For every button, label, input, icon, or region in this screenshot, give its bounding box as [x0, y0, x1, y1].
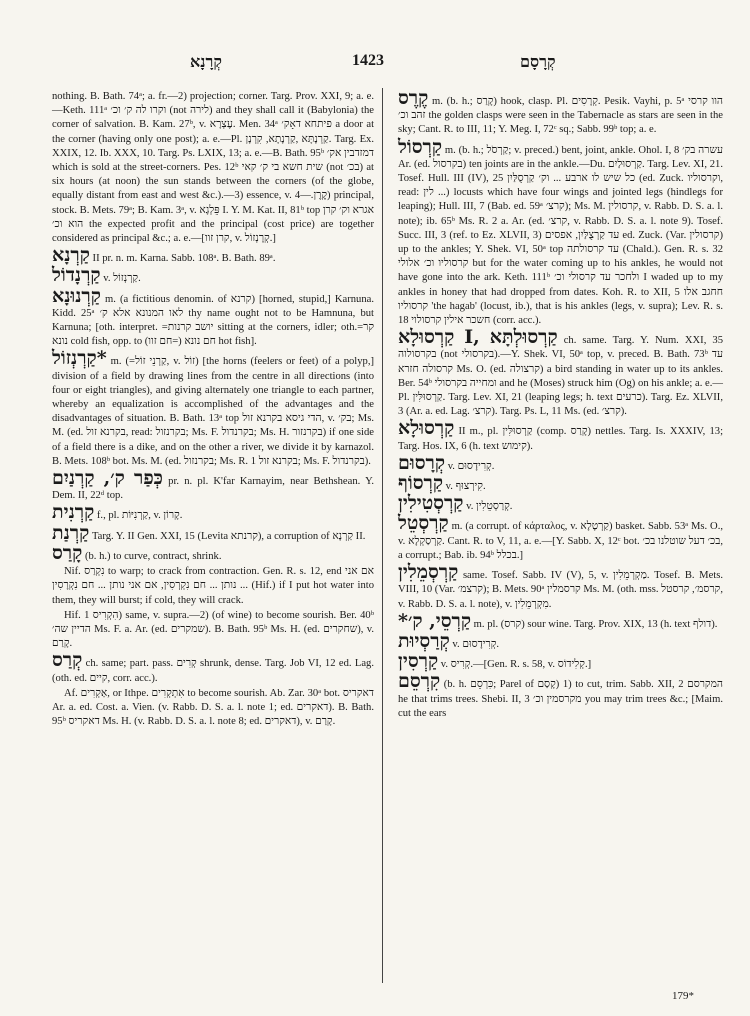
entry-text: v. קְרַסְטֵלִין. — [466, 501, 513, 513]
entry-headword: כְּפַר ק׳, קַרְנַיִם — [52, 467, 163, 490]
entry-headword: *קַרְסֵי, ק׳ — [398, 609, 472, 632]
dictionary-entry — [398, 326, 724, 419]
dictionary-entry — [398, 87, 723, 138]
entry-headword: קַרְסוֹף — [398, 472, 444, 495]
entry-text: ch. same; part. pass. קְרִים shrunk, dense. Targ. Job VI, 12 ed. Lag. (oth. ed. קיים, corr. acc.). — [52, 658, 374, 684]
entry-headword: קַרְנִית — [52, 501, 95, 524]
dictionary-entry — [398, 670, 723, 721]
dictionary-entry — [398, 417, 724, 453]
dictionary-entry — [52, 90, 374, 246]
entry-text: v. קְרִידָסוּם. — [447, 460, 495, 472]
entry-text: (b. h.) to curve, contract, shrink. — [84, 550, 222, 562]
entry-headword: קַרְנַת — [52, 521, 90, 544]
entry-headword: קִרְסֵם — [398, 670, 441, 693]
dictionary-entry — [398, 561, 723, 612]
entry-headword: קֶרֶס — [398, 87, 429, 109]
entry-headword: קְרָסוּם — [398, 451, 446, 474]
entry-text: II pr. n. m. Karna. Sabb. 108ᵃ. B. Bath. 89ᵃ. — [92, 253, 276, 265]
column-divider — [382, 88, 383, 983]
entry-text: ch. same. Targ. Y. Num. XXI, 35 בקרסולוה (not בקרסולי).—Y. Shek. VI, 50ᵃ top, v. preced. B. Bath. 73ᵇ עד קרסולה חזרא Ms. O. (ed. קרצולה) a bird standing in water up to its ankles. Ber. 54ᵇ ומחייה בקרסולי and he (Moses) struck him (Og) on his ankle; a. e.—Pl. קַרְסוּלִּין. Targ. Lev. XI, 21 (leaping legs; h. text כרעים). Targ. Ez. XLVII, 3 (Ar. a. ed. Lag. קרצ׳). Targ. Ps. L, 11 Ms. (ed. קרצ׳). — [398, 335, 724, 418]
running-head-left: קְרָנָא — [190, 52, 222, 71]
entry-text: m. (b. h.; קַרְסֹל; v. preced.) bent, joint, ankle. Ohol. I, 8 עשרה בק׳ Ar. (ed. בקרסול) ten joints are in the ankle.—Du. קַרְסוּלַיִם. Targ. Lev. XI, 21. Tosef. Hull. III (IV), 25 כל שיש לו ארבע ... וק׳ קַרְסֻלַּיִן (ed. Zuck. וקרסוליו, read: לין ...) locusts which have four wings and jointed legs (hindlegs for leaping); Hull. III, 7 (Bab. ed. 59ᵃ קרצ׳); Ms. M. קרסולין, v. Rabb. D. S. a. l. note); ib. 65ᵇ Ms. R. 2 a. Ar. (ed. קרצ׳, v. Rabb. D. S. a. l. note 9). Tosef. Succ. III, 3 (ref. to Ez. XLVII, 3) עד קַרְצֻלַּיִן, אפסים ed. Zuck. (Var. קרסולין) up to the ankles; Y. Shek. VI, 50ᵃ top עד קרסולתה (Chald.). Gen. R. s. 32 קרסוליו וכ׳ אלולי but for the water coming up to his ankles, he would not have gone into the ark. Keth. 111ᵇ ולחכר עד קרסולי וכ׳ I waded up to my ankles in honey that had dropped from dates. Koh. R. to XII, 5 חחגב אלו קרסוליו 'the hagab' (locust, ib.), that is his ankles (legs, v. supra); Lev. R. s. 18 חשכר אילין קרסולוי (corr. acc.). — [398, 144, 724, 327]
dictionary-entry — [52, 609, 374, 652]
entry-text: m. (=קַרְנֵי זוֹל, v. זוֹל) [the horns (feelers or feet) of a polyp,] division of a field by drawing lines from the centre in all directions (into four or eight triangles), and giving alternately one triangle to each partner, whereby an equalization is accomplished of the advantages and the disadvantages of situation. B. Bath. 13ᵃ top הדי גיסא בקרנא זול, v. בק׳; Ms. M. (ed. בקרנא זול, read: בקרנזול; Ms. F. בקרנדול; Ms. H. בקרנזור) if one side of a field there is a dike, and on the other a river, we divide it by karnazol. B. Mets. 108ᵇ bot. Ms. M. (ed. בקרנזול; Ms. R. 1 בקרנא זול; Ms. F. בקרנדול). — [52, 356, 375, 467]
dictionary-entry — [398, 451, 723, 474]
entry-text: m. (a fictitious denomin. of קרנא) [horned, stupid,] Karnuna. Kidd. 25ᵃ לאו המנונא אלא ק׳ thy name ought not to be Hamnuna, but Karnuna; [oth. interpret. =יושב קרנות sitting at the corners, idler; oth.=קר נונא cold fish, opp. to חם נונא (=חם זוו) hot fish]. — [52, 293, 374, 348]
entry-text: (b. h. כִּרְסֵם; Parel of קָסַם) 1) to cut, trim. Sabb. XII, 2 המקרסם he that trims trees. Shebi. II, 3 מקרסמין וכ׳ you may trim trees &c.; [Maim. cut the ears — [398, 679, 723, 719]
dictionary-entry — [398, 135, 724, 329]
entry-headword: קַרְסְטֵל — [398, 512, 449, 535]
dictionary-entry — [52, 649, 374, 685]
signature-mark: 179* — [672, 990, 694, 1002]
dictionary-entry — [52, 347, 375, 469]
entry-text: Nif. נִקְרַס to warp; to crack from contraction. Gen. R. s. 12, end אם אני נותן ... חם נִקְרְסִין, אם אני נותן ... חם נִקְרָסִין ... (Hif.) if I put hot water into them, they will burst; if cold, they will crack. — [52, 566, 374, 606]
entry-headword: קַרְסִין — [398, 650, 439, 673]
page-header — [0, 52, 750, 74]
entry-headword: קְרַסְיוּת — [398, 629, 450, 652]
entry-headword: קַרְסוּלָא I, קַרְסוּלְתָּא — [398, 326, 558, 349]
dictionary-entry — [52, 687, 374, 730]
dictionary-entry — [398, 629, 723, 652]
entry-text: Af. אַקְרִים, or Ithpe. אִתְקְרִים to become sourish. Ab. Zar. 30ᵃ bot. דאקריס Ar. a. ed. Cost. a. Vien. (v. Rabb. D. S. a. l. note 1; ed. דאקרים). B. Bath. 95ᵇ דאקריס Ms. H. (v. Rabb. D. S. a. l. note 8; ed. דאקרים), v. קָרַם. — [52, 687, 374, 728]
running-head-right: קְרָסָם — [520, 52, 556, 71]
entry-headword: קַרְנָא — [52, 244, 90, 267]
page-number: 1423 — [352, 52, 384, 69]
entry-text: v. קְרִיס.—[Gen. R. s. 58, v. קְלִידוֹס.] — [440, 659, 592, 671]
entry-headword: קַרְסְמֵלִין — [398, 561, 459, 584]
entry-text: v. קְרִידָסוּם. — [452, 638, 500, 650]
entry-text: v. קַרְנְזוֹל. — [103, 273, 141, 285]
entry-headword: קְרַס — [52, 649, 83, 672]
dictionary-entry — [52, 467, 375, 503]
dictionary-entry — [52, 521, 374, 544]
right-column — [398, 87, 724, 722]
entry-headword: קַרְנָדוֹל — [52, 264, 101, 287]
entry-headword: קַרְנוּנָא — [52, 284, 101, 307]
left-column — [52, 90, 374, 730]
entry-text: m. (a corrupt. of κάρταλος, v. קַרְטָלָא) basket. Sabb. 53ᵃ Ms. O., v. קַרְסַקְלָא. Cant. R. to V, 11, a. e.—[Y. Sabb. X, 12ᶜ bot. בכ׳ דעל שוטלנו בכ׳, a corrupt.; Bab. ib. 94ᵇ בכלל.] — [398, 521, 724, 561]
entry-headword: קַרְסוּלָא — [398, 417, 455, 440]
entry-text: m. (b. h.; קָרַס) hook, clasp. Pl. קְרָסִים. Pesik. Vayhi, p. 5ᵃ הוו קרסי זהב וכ׳ the golden clasps were seen in the Tabernacle as stars are seen in the sky; Cant. R. to III, 11; Y. Meg. I, 72ᶜ sq.; Sabb. 99ᵇ top; a. e. — [398, 96, 723, 136]
entry-text: Targ. Y. II Gen. XXI, 15 (Levita קרנתא), a corruption of קַרְנָא II. — [91, 530, 366, 542]
entry-text: II m., pl. קַרְסוּלִּין (comp. קָרַס) nettles. Targ. Is. XXXIV, 13; Targ. Hos. IX, 6 (h. text קימוש). — [398, 426, 724, 452]
entry-headword: קַרְנְזוֹל* — [52, 347, 107, 370]
entry-text: pr. n. pl. K'far Karnayim, near Bethshean. Y. Dem. II, 22ᵈ top. — [52, 476, 375, 502]
dictionary-entry — [52, 284, 374, 350]
dictionary-entry — [398, 650, 723, 673]
entry-text: v. קִירְצוּף. — [445, 481, 486, 493]
entry-headword: קַרְסוֹל — [398, 135, 443, 158]
dictionary-entry — [52, 565, 374, 608]
entry-text: m. pl. (קרס) sour wine. Targ. Prov. XIX, 13 (h. text דולף). — [473, 618, 718, 630]
dictionary-entry — [398, 512, 724, 563]
entry-text: nothing. B. Bath. 74ᵃ; a. fr.—2) projection; corner. Targ. Prov. XXI, 9; a. e.—Keth. 111ᵃ וקרו לה ק׳ וכ׳ (not לירה) and they shall call it (Babylonia) the corner of salvation. B. Kam. 27ᵇ, v. עֶצְרָא. Men. 34ᵃ פיתחא דאָק׳ a door at the corner (having only one post); a. e.—Pl. קַרְנָתָא, קִרְנָן, ‎קַרְנָתָּא‎. Targ. Ex. XXIX, 12. Ib. XXX, 10. Targ. Ps. LXIX, 13; a. e.—B. Bath. 95ᵇ דמזדבין אק׳ which is sold at the street-corners. Pes. 12ᵇ שית חשא בי ק׳ קאי (not בכ׳) at six hours (at noon) the sun stands between the corners (of the globe, equally distant from east and west &c.).—3) essence, v. קֶרֶן.—4) principal, stock. B. Mets. 79ᵃ; B. Kam. 3ᵃ, v. פֵּלְגָא I. Y. M. Kat. II, 81ᵇ top אגרא וק׳ קרן הוא וכ׳ the expected profit and the principal (cost price) are together considered as principal &c.; a. e.—[קרן זוו, v. קְרָנְזוֹל.] — [52, 91, 375, 245]
dictionary-entry — [52, 541, 374, 564]
entry-text: f., pl. קַרְנִיּוֹת, v. קָרוֹן. — [96, 510, 183, 522]
entry-text: same. Tosef. Sabb. IV (V), 5, v. מַקְרְמֵלִין. Tosef. B. Mets. VIII, 10 (Var. קרצמ׳); B. Mets. 90ᵃ קרסמלין Ms. M. (oth. mss. קרסמ׳, קרסטל, v. Rabb. D. S. a. l. note), v. מִקְרְמֵלִין. — [398, 570, 723, 610]
dictionary-entry — [52, 501, 374, 524]
entry-text: Hif. הִקְרִיס 1) same, v. supra.—2) (of wine) to become sourish. Ber. 40ᵇ הדיין שה׳ Ms. F. a. Ar. (ed. שמקרים). B. Bath. 95ᵇ Ms. H. (ed. שחקרים), v. קָרַם. — [52, 609, 375, 650]
entry-headword: קַרְסְטִילִין — [398, 492, 464, 515]
entry-headword: קָרַס — [52, 541, 83, 564]
